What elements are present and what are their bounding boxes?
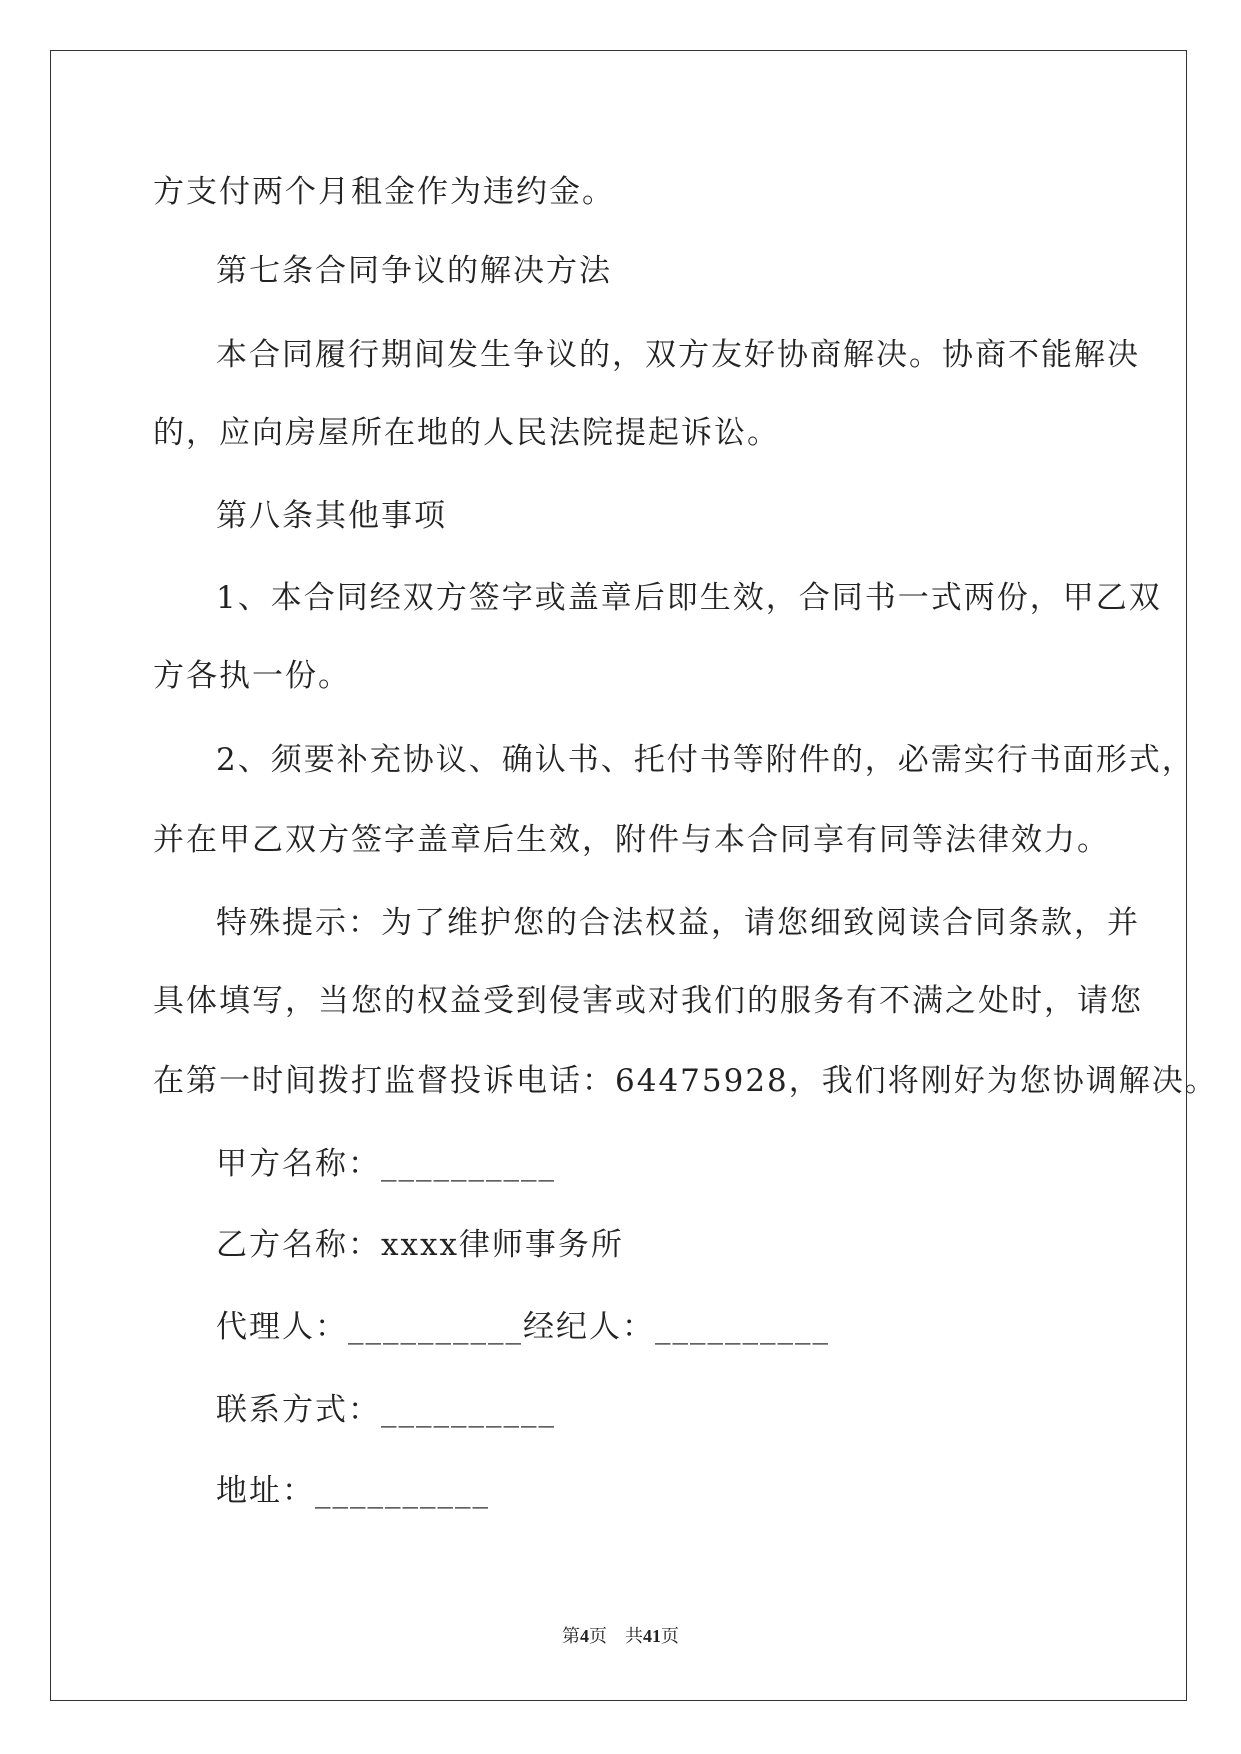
section-heading: 第七条合同争议的解决方法 [216,253,612,289]
section-heading: 第八条其他事项 [216,498,447,534]
text-line: 的，应向房屋所在地的人民法院提起诉讼。 [153,415,780,451]
text-line: 在第一时间拨打监督投诉电话：64475928，我们将刚好为您协调解决。 [153,1063,1218,1099]
footer-prefix: 第 [562,1626,580,1646]
text-line: 2、须要补充协议、确认书、托付书等附件的，必需实行书面形式， [216,742,1195,778]
text-line: 方支付两个月租金作为违约金。 [153,174,615,210]
address-field: 地址：__________ [216,1473,490,1509]
text-line: 具体填写，当您的权益受到侵害或对我们的服务有不满之处时，请您 [153,983,1143,1019]
total-pages-number: 41 [643,1626,661,1646]
contact-field: 联系方式：__________ [216,1392,556,1428]
footer-suffix: 页 [661,1626,679,1646]
party-b-name-field: 乙方名称：xxxx律师事务所 [216,1227,624,1263]
text-line: 方各执一份。 [153,658,351,694]
page-border [50,50,1187,1701]
footer-mid: 页 共 [589,1626,643,1646]
text-line: 并在甲乙双方签字盖章后生效，附件与本合同享有同等法律效力。 [153,822,1110,858]
text-line: 特殊提示：为了维护您的合法权益，请您细致阅读合同条款，并 [216,905,1140,941]
current-page-number: 4 [580,1626,589,1646]
page-footer [0,1622,1241,1648]
agent-field: 代理人：__________经纪人：__________ [216,1309,830,1345]
text-line: 1、本合同经双方签字或盖章后即生效，合同书一式两份，甲乙双 [216,580,1162,616]
text-line: 本合同履行期间发生争议的，双方友好协商解决。协商不能解决 [216,337,1140,373]
party-a-name-field: 甲方名称：__________ [216,1146,556,1182]
